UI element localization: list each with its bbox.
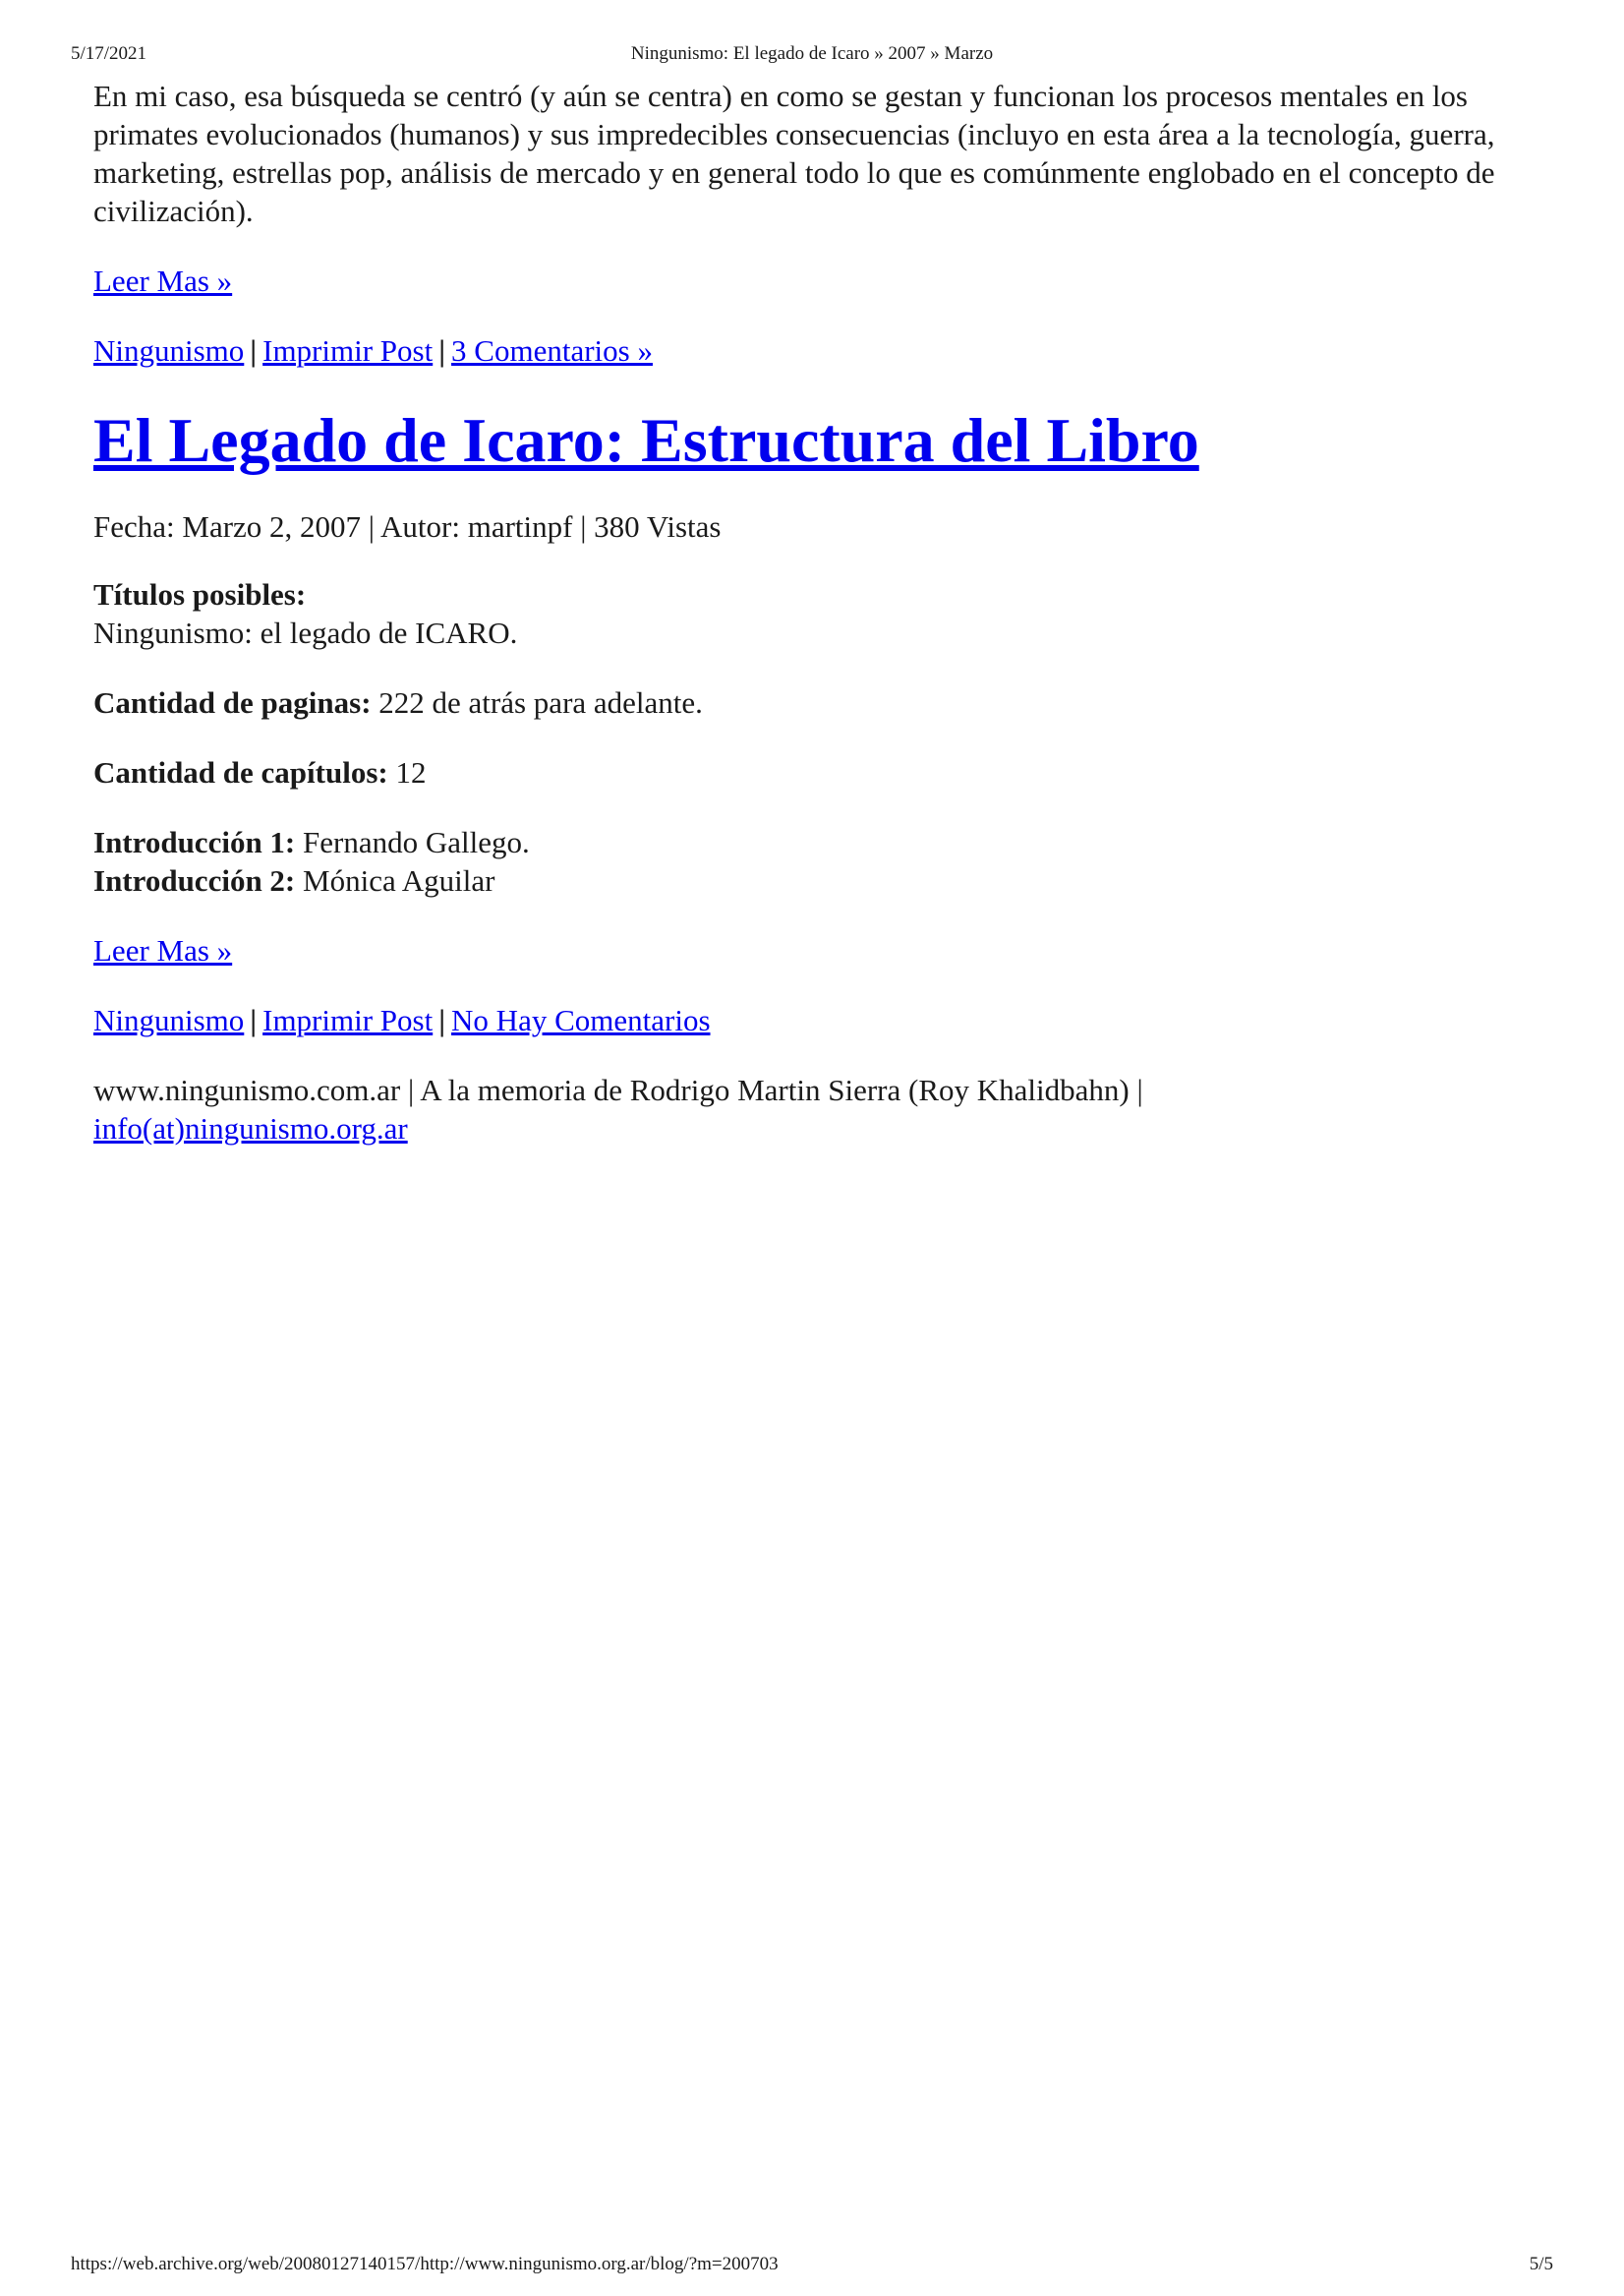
comments-link[interactable]: No Hay Comentarios <box>451 1003 711 1037</box>
comments-link[interactable]: 3 Comentarios » <box>451 333 653 368</box>
titles-label: Títulos posibles: <box>93 577 307 612</box>
category-link[interactable]: Ningunismo <box>93 1003 245 1037</box>
pages-block <box>93 683 1548 722</box>
intro2-value: Mónica Aguilar <box>295 863 495 898</box>
read-more-link[interactable]: Leer Mas » <box>93 264 233 298</box>
post1-read-more <box>93 262 1548 300</box>
category-link[interactable]: Ningunismo <box>93 333 245 368</box>
post-title-link[interactable]: El Legado de Icaro: Estructura del Libro <box>93 405 1199 475</box>
post1-footer-links <box>93 331 1548 370</box>
read-more-link[interactable]: Leer Mas » <box>93 933 233 968</box>
post-excerpt: En mi caso, esa búsqueda se centró (y aún se centra) en como se gestan y funcionan los procesos mentales en los primates evolucionados (humanos) y sus impredecibles consecuencias (incluyo en esta área a la tecnología, guerra, marketing, estrellas pop, análisis de mercado y en general todo lo que es comúnmente englobado en el concepto de civilización). <box>93 79 1495 228</box>
site-footer-text: www.ningunismo.com.ar | A la memoria de Rodrigo Martin Sierra (Roy Khalidbahn) | <box>93 1073 1143 1107</box>
post2-read-more <box>93 931 1548 970</box>
separator: | <box>438 333 446 368</box>
site-footer <box>93 1071 1548 1148</box>
intro2-label: Introducción 2: <box>93 863 296 898</box>
print-page-title: Ningunismo: El legado de Icaro » 2007 » Marzo <box>630 43 994 64</box>
print-date: 5/17/2021 <box>71 43 147 64</box>
pages-label: Cantidad de paginas: <box>93 685 372 720</box>
post-title <box>93 401 1548 480</box>
post2-footer-links <box>93 1001 1548 1039</box>
chapters-label: Cantidad de capítulos: <box>93 755 388 790</box>
blog-content <box>93 77 1548 1148</box>
titles-value: Ningunismo: el legado de ICARO. <box>93 616 518 650</box>
print-header <box>71 41 1553 67</box>
intro1-value: Fernando Gallego. <box>295 825 530 859</box>
print-post-link[interactable]: Imprimir Post <box>262 333 434 368</box>
print-url: https://web.archive.org/web/20080127140157/http://www.ningunismo.org.ar/blog/?m=200703 <box>71 2254 779 2274</box>
print-post-link[interactable]: Imprimir Post <box>262 1003 434 1037</box>
introductions-block <box>93 823 1548 900</box>
chapters-block <box>93 753 1548 792</box>
titles-block <box>93 575 1548 652</box>
post-meta: Fecha: Marzo 2, 2007 | Autor: martinpf | 380 Vistas <box>93 509 722 544</box>
separator: | <box>438 1003 446 1037</box>
print-footer <box>71 2252 1553 2277</box>
pages-value: 222 de atrás para adelante. <box>371 685 703 720</box>
intro1-label: Introducción 1: <box>93 825 296 859</box>
email-link[interactable]: info(at)ningunismo.org.ar <box>93 1111 408 1146</box>
separator: | <box>250 333 258 368</box>
separator: | <box>250 1003 258 1037</box>
print-page-number: 5/5 <box>1529 2254 1553 2274</box>
chapters-value: 12 <box>387 755 427 790</box>
